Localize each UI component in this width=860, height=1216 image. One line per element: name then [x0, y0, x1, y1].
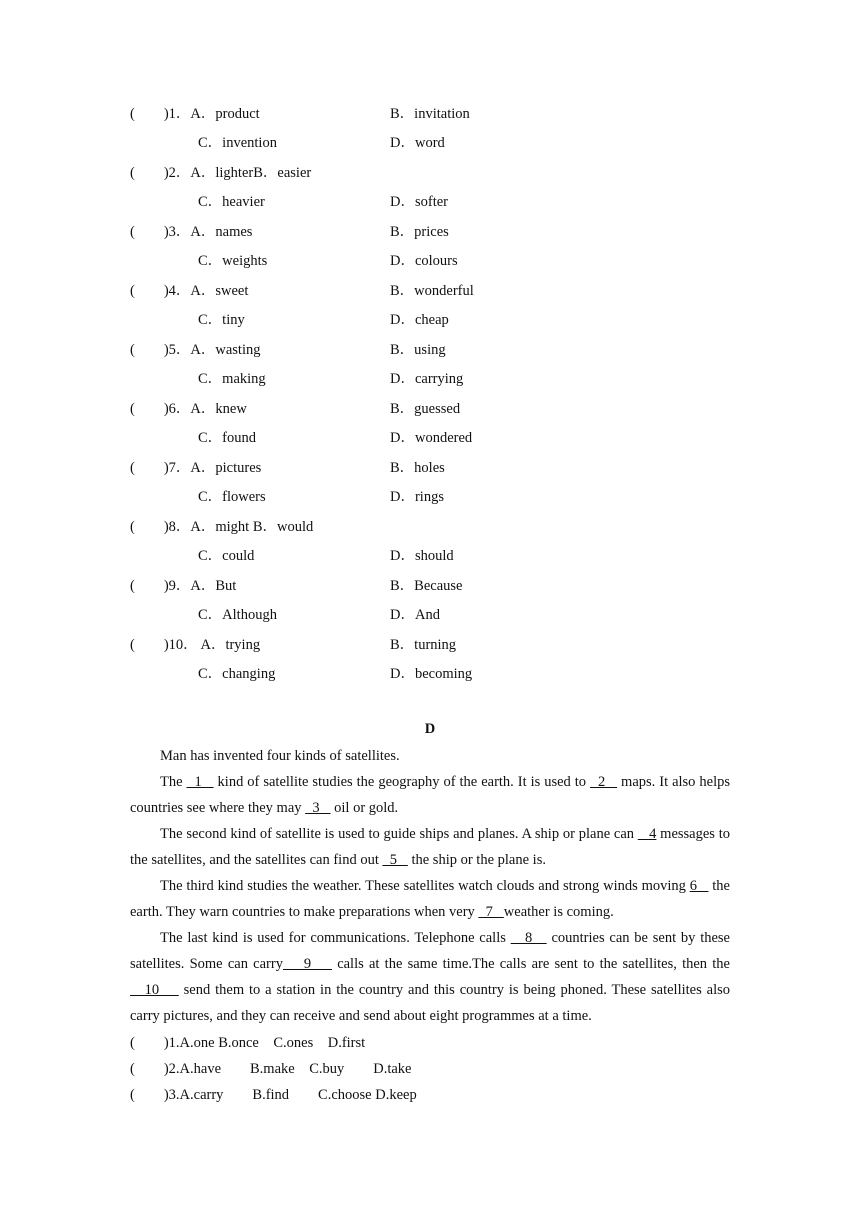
option-d: D．becoming [390, 666, 473, 682]
option-d: D．cheap [390, 312, 449, 328]
option-b: B．holes [390, 460, 445, 476]
blank-7: 7 [478, 904, 504, 920]
blank-10: 10 [130, 982, 179, 998]
paragraph-text: maps. It also helps countries see where they may [130, 774, 731, 816]
paragraph-text: weather is coming. [503, 904, 614, 920]
paragraph-text: The second kind of satellite is used to guide ships and planes. A ship or plane can [160, 826, 638, 842]
paragraph-text: oil or gold. [330, 800, 399, 816]
paragraph-text: kind of satellite studies the geography of the earth. It is used to [213, 774, 591, 790]
option-c: C．invention [198, 135, 277, 151]
option-d: D．wondered [390, 430, 473, 446]
paragraph-5 [130, 925, 730, 1029]
paragraph-text: calls at the same time.The calls are sent to the satellites, then the [331, 956, 730, 972]
option-b: B．guessed [390, 401, 461, 417]
paragraph-text: the ship or the plane is. [407, 852, 546, 868]
option-c: C．Although [198, 607, 277, 623]
option-c: C．heavier [198, 194, 265, 210]
option-c: C．could [198, 548, 255, 564]
option-b: B．Because [390, 578, 463, 594]
option-b: B．wonderful [390, 283, 474, 299]
option-c: C．making [198, 371, 266, 387]
option-b: B．turning [390, 637, 457, 653]
option-b: B．prices [390, 224, 449, 240]
option-b: B．using [390, 342, 446, 358]
question-1: ( )1．A．product [130, 106, 260, 122]
option-d: D．colours [390, 253, 458, 269]
paragraph-text: The third kind studies the weather. These satellites watch clouds and strong winds moving [160, 878, 690, 894]
option-c: C．changing [198, 666, 276, 682]
option-c: C．found [198, 430, 256, 446]
option-d: D．And [390, 607, 440, 623]
blank-1: 1 [186, 774, 214, 790]
option-d: D．should [390, 548, 454, 564]
option-d: D．rings [390, 489, 444, 505]
blank-9: 9 [282, 956, 332, 972]
option-c: C．tiny [198, 312, 245, 328]
question-10: ( )10． A．trying [130, 637, 261, 653]
paragraph-text: countries can be sent by these satellites. Some can carry [130, 930, 730, 972]
blank-2: 2 [590, 774, 618, 790]
option-c: C．flowers [198, 489, 266, 505]
paragraph-text: messages to the satellites, and the satellites can find out [130, 826, 731, 868]
paragraph-text: The [160, 774, 187, 790]
option-d: D．word [390, 135, 445, 151]
question-8: ( )8．A．might B．would [130, 519, 314, 535]
question-2: ( )2．A．lighterB．easier [130, 165, 312, 181]
answer-option-1: ( )1.A.one B.once C.ones D.first [130, 1035, 366, 1051]
blank-4: 4 [637, 826, 657, 842]
question-4: ( )4．A．sweet [130, 283, 249, 299]
question-6: ( )6．A．knew [130, 401, 247, 417]
paragraph-text: send them to a station in the country and this country is being phoned. These satellites also carry pictures, and they can receive and send about eight programmes at a time. [130, 982, 730, 1024]
blank-6: 6 [689, 878, 709, 894]
question-3: ( )3．A．names [130, 224, 253, 240]
question-7: ( )7．A．pictures [130, 460, 262, 476]
blank-8: 8 [510, 930, 547, 946]
question-9: ( )9．A．But [130, 578, 237, 594]
paragraph-text: the earth. They warn countries to make preparations when very [130, 878, 730, 920]
paragraph-text: Man has invented four kinds of satellites. [160, 748, 400, 764]
paragraph-1 [130, 743, 730, 769]
option-c: C．weights [198, 253, 268, 269]
question-5: ( )5．A．wasting [130, 342, 261, 358]
blank-5: 5 [382, 852, 408, 868]
paragraph-text: The last kind is used for communications. Telephone calls [160, 930, 511, 946]
paragraph-4 [130, 873, 730, 925]
answer-option-2: ( )2.A.have B.make C.buy D.take [130, 1061, 412, 1077]
blank-3: 3 [305, 800, 331, 816]
paragraph-2 [130, 769, 730, 821]
paragraph-3 [130, 821, 730, 873]
option-d: D．softer [390, 194, 448, 210]
answer-option-3: ( )3.A.carry B.find C.choose D.keep [130, 1087, 417, 1103]
option-b: B．invitation [390, 106, 470, 122]
section-title: D [424, 721, 436, 737]
option-d: D．carrying [390, 371, 464, 387]
